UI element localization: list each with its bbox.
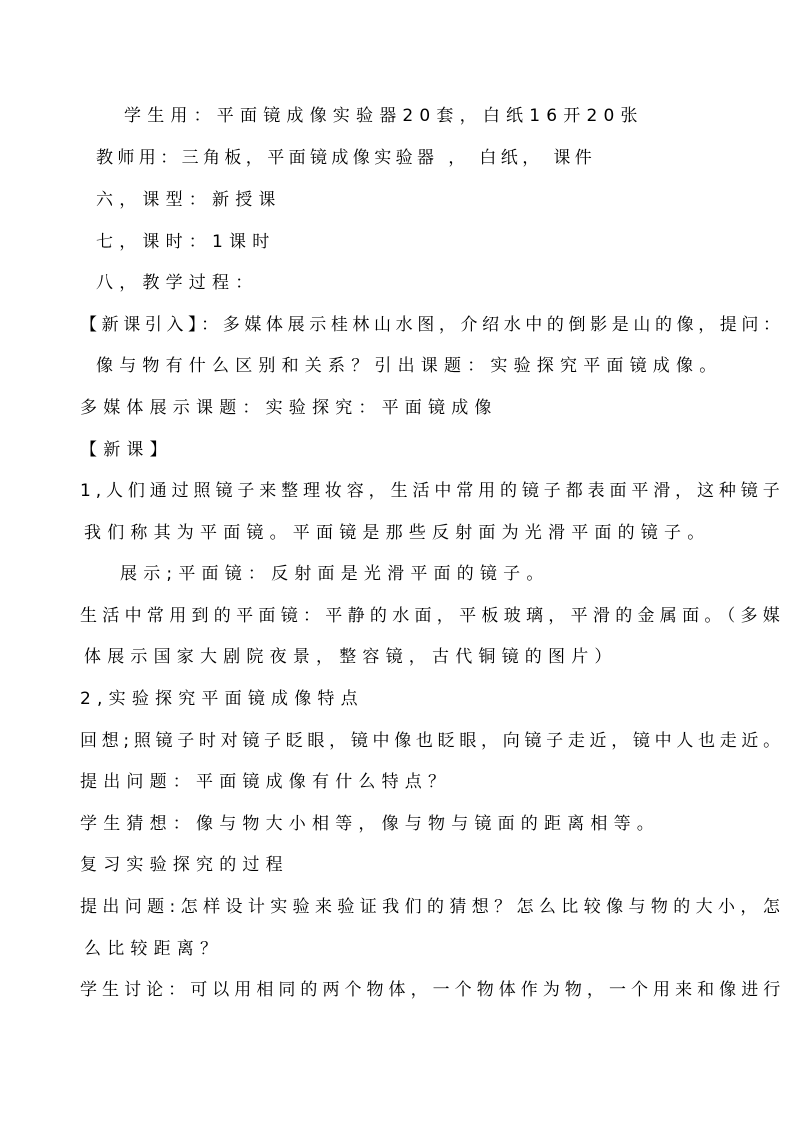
text-line-review-process: 复习实验探究的过程 [80, 855, 289, 875]
text-line-students-materials: 学生用：平面镜成像实验器20套，白纸16开20张 [124, 106, 644, 126]
text-line-point-2: 2,实验探究平面镜成像特点 [80, 689, 364, 709]
text-line-question: 提出问题：平面镜成像有什么特点？ [80, 772, 452, 792]
text-line-common-mirrors-cont: 体展示国家大剧院夜景，整容镜，古代铜镜的图片） [84, 647, 618, 667]
text-line-lesson-type: 六，课型：新授课 [96, 190, 282, 210]
text-line-design-question: 提出问题:怎样设计实验来验证我们的猜想？怎么比较像与物的大小，怎 [80, 897, 786, 917]
text-line-new-lesson-intro: 【新课引入】：多媒体展示桂林山水图，介绍水中的倒影是山的像，提问： [80, 315, 785, 335]
text-line-recall: 回想;照镜子时对镜子眨眼，镜中像也眨眼，向镜子走近，镜中人也走近。 [80, 731, 785, 751]
text-line-student-discussion: 学生讨论：可以用相同的两个物体，一个物体作为物，一个用来和像进行 [80, 980, 786, 1000]
text-line-common-mirrors: 生活中常用到的平面镜：平静的水面，平板玻璃，平滑的金属面。（多媒 [80, 606, 786, 626]
text-line-teaching-process: 八，教学过程： [96, 273, 259, 293]
text-line-lesson-hours: 七，课时：1课时 [96, 232, 276, 252]
section-heading-new-lesson: 【新课】 [80, 440, 173, 460]
text-line-topic-display: 多媒体展示课题：实验探究：平面镜成像 [80, 398, 498, 418]
text-line-display-definition: 展示;平面镜：反射面是光滑平面的镜子。 [120, 564, 550, 584]
text-line-teacher-materials: 教师用：三角板，平面镜成像实验器 ， 白纸， 课件 [96, 148, 597, 168]
text-line-point-1: 1,人们通过照镜子来整理妆容，生活中常用的镜子都表面平滑，这种镜子 [80, 481, 785, 501]
text-line-hypothesis: 学生猜想：像与物大小相等，像与物与镜面的距离相等。 [80, 814, 660, 834]
text-line-design-question-cont: 么比较距离？ [84, 939, 224, 959]
text-line-intro-question: 像与物有什么区别和关系？引出课题：实验探究平面镜成像。 [96, 356, 723, 376]
text-line-point-1-cont: 我们称其为平面镜。平面镜是那些反射面为光滑平面的镜子。 [84, 523, 711, 543]
